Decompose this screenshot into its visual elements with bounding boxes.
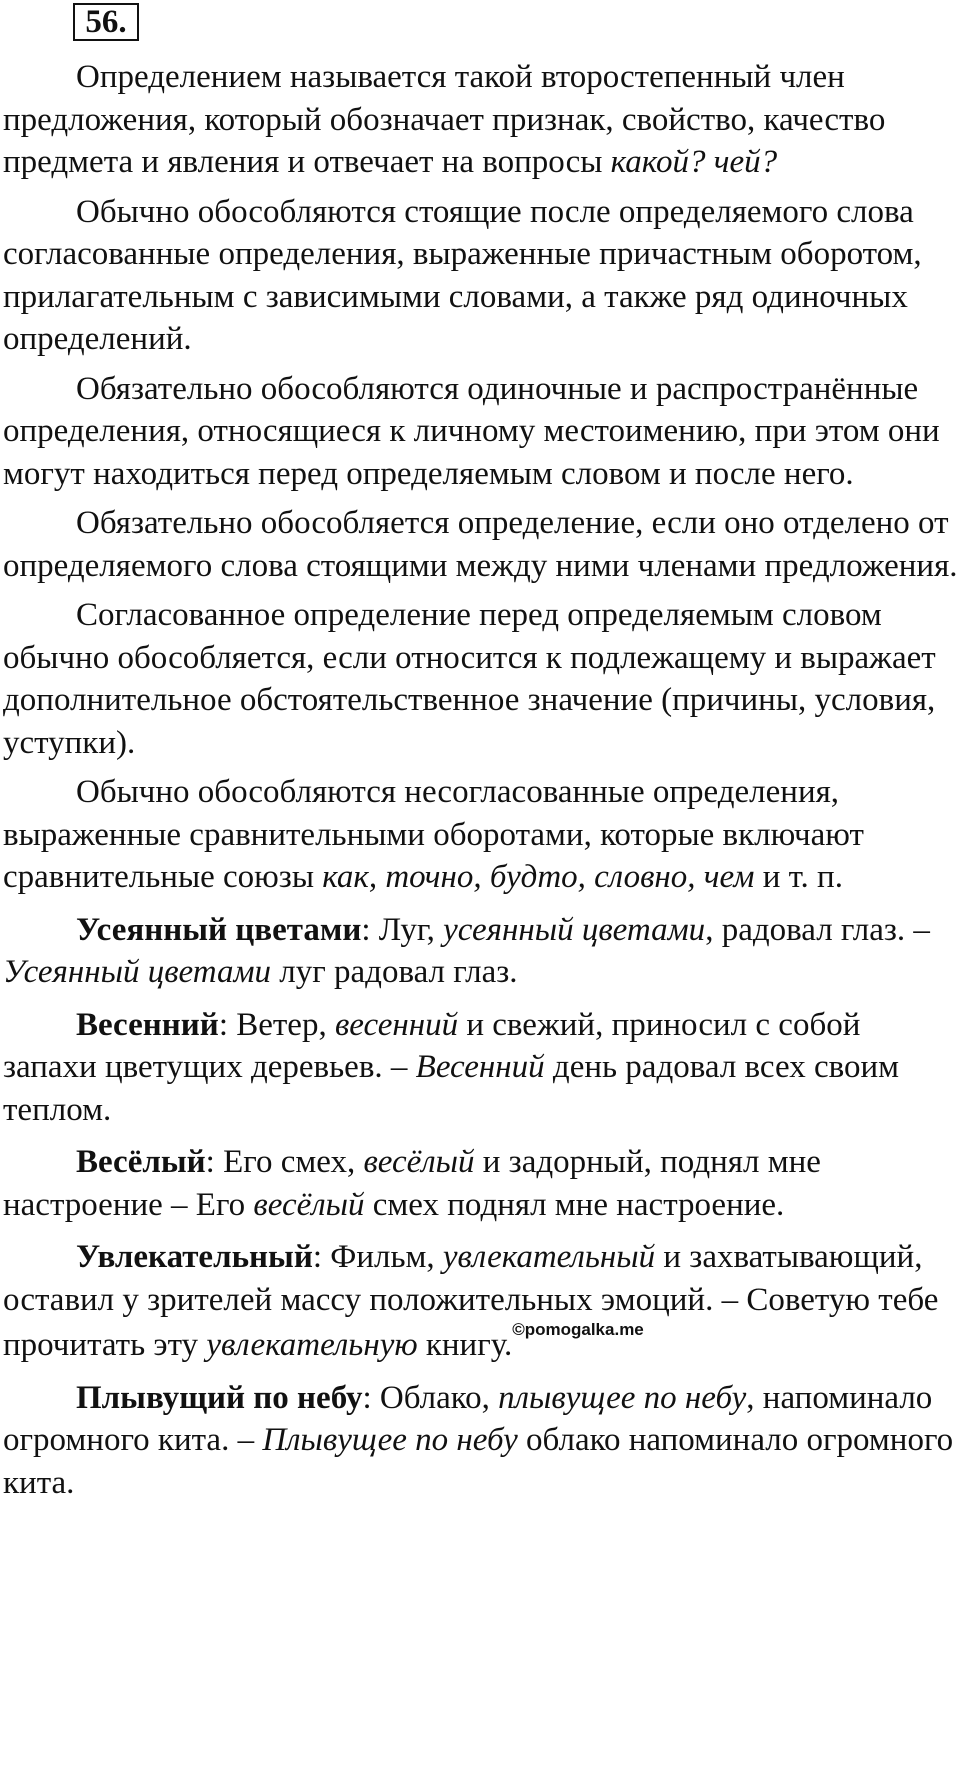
text-run: книгу. [417,1327,513,1363]
rule-paragraph-5 [3,594,958,764]
examples-section [3,909,958,1505]
watermark-text: ©pomogalka.me [512,1320,644,1339]
italic-text: увлекательную [206,1327,418,1363]
italic-text: Весенний [415,1049,545,1085]
italic-text: Плывущее по небу [262,1422,518,1458]
text-run: : Облако, [362,1379,499,1416]
rule-paragraph-3 [3,368,958,496]
text-run: Определением называется такой второстепенный член предложения, который обозначает признак, свойство, качество предмета и явления и отвечает на вопросы [3,59,886,180]
text-run: и задорный, поднял мне настроение – Его [3,1144,821,1223]
exercise-number: 56. [73,3,139,41]
text-run: Обычно обособляются несогласованные определения, выраженные сравнительными оборотами, которые включают сравнительные союзы [3,774,864,895]
rule-paragraph-4 [3,502,958,587]
rules-section [3,56,958,899]
example-paragraph-5 [3,1377,958,1505]
rule-paragraph-1 [3,56,958,184]
text-run: : Фильм, [312,1239,443,1275]
italic-text: весенний [334,1006,459,1043]
text-run: и свежий, приносил с собой запахи цветущих деревьев. – [3,1006,861,1085]
italic-text: увлекательный [442,1239,656,1275]
text-run: луг радовал глаз. [271,954,518,990]
italic-text: весёлый [363,1144,475,1180]
rule-paragraph-6 [3,771,958,899]
page-content [3,56,958,1504]
text-run: смех поднял мне настроение. [364,1186,785,1223]
text-run: облако напоминало огромного кита. [3,1422,954,1501]
text-run: и т. п. [754,859,843,895]
example-headword: Увлекательный [76,1239,313,1275]
text-run: Обычно обособляются стоящие после определяемого слова согласованные определения, выраженные причастным оборотом, прилагательным с зависимыми словами, а также ряд одиночных определений. [3,193,922,357]
example-paragraph-1 [3,909,958,994]
example-headword: Усеянный цветами [76,911,362,948]
example-paragraph-4 [3,1236,958,1367]
example-headword: Весенний [76,1006,219,1043]
text-run: : Ветер, [218,1006,335,1043]
text-run: Обязательно обособляется определение, если оно отделено от определяемого слова стоящими между ними членами предложения. [3,505,958,584]
example-paragraph-3 [3,1141,958,1226]
italic-text: весёлый [253,1186,365,1223]
text-run: : Луг, [361,911,444,948]
text-run: день радовал всех своим теплом. [3,1049,899,1128]
text-run: : Его смех, [205,1144,364,1180]
example-headword: Весёлый [76,1144,206,1180]
text-run: Обязательно обособляются одиночные и распространённые определения, относящиеся к личному местоимению, при этом они могут находиться перед определяемым словом и после него. [3,370,940,492]
text-run: , радовал глаз. – [705,911,930,948]
example-paragraph-2 [3,1004,958,1132]
text-run: , напоминало огромного кита. – [3,1379,933,1458]
italic-text: какой? чей? [610,144,778,180]
italic-text: усеянный цветами [443,911,706,948]
text-run: Согласованное определение перед определяемым словом обычно обособляется, если относится к подлежащему и выражает дополнительное обстоятельственное значение (причины, условия, уступки). [3,597,936,761]
example-headword: Плывущий по небу [76,1379,363,1416]
italic-text: Усеянный цветами [3,954,272,990]
italic-text: как, точно, будто, словно, чем [322,859,755,895]
rule-paragraph-2 [3,191,958,361]
italic-text: плывущее по небу [498,1379,747,1416]
text-run: и захватывающий, оставил у зрителей массу положительных эмоций. – Советую тебе прочитать эту [3,1239,939,1363]
